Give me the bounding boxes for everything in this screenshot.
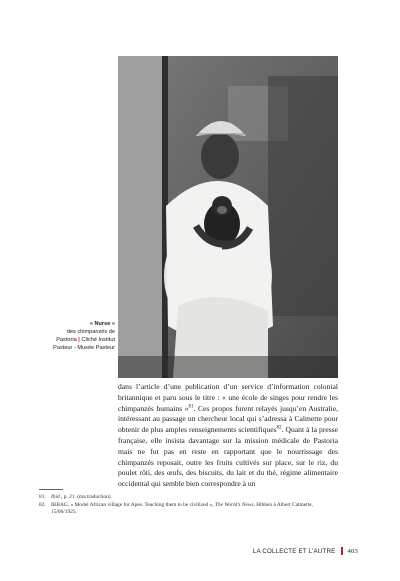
caption-line: Pasteur - Musée Pasteur <box>53 345 115 351</box>
footnote-number: 81. <box>39 494 46 500</box>
footer-separator <box>341 547 343 555</box>
caption-line: des chimpanzés de <box>66 329 115 335</box>
footnote-ref[interactable]: 81 <box>188 404 194 410</box>
body-paragraph: dans l’article d’une publication d’un service d’information colonial britannique et paru sous le titre : « une école de singes pour rendre les chimpanzés humains »$^{81}$. Ces propos furent relayés jusqu’en Australie, intéressant au passage un chercheur local qui s’adressa à Calmette pour obtenir de plus amples renseignements scientifiques$^{82}$. Quant à la presse française, elle insista davantage sur la mission médicale de Pastoria mais ne fut pas en reste en rapportant que le nourrissage des chimpanzés reposait, outre les fruits cultivés sur place, sur le riz, du poulet rôti, des œufs, des biscuits, du lait et du thé, régime alimentaire occidental qui semble bien correspondre à un <box>118 382 339 489</box>
section-title: LA COLLECTE ET L’AUTRE <box>252 547 336 555</box>
footnote-text: Ibid., p. 21. (ma traduction). <box>51 494 112 500</box>
footnote <box>39 502 339 517</box>
page-number: 403 <box>347 547 358 555</box>
footnotes <box>39 494 339 517</box>
footnote <box>39 494 339 502</box>
footnote-divider <box>39 489 63 490</box>
footnote-ref[interactable]: 82 <box>276 425 282 431</box>
nurse-with-chimpanzee-photo <box>118 56 338 378</box>
caption-line: Pastoria | Cliché Institut <box>56 337 115 343</box>
face <box>201 133 239 179</box>
archival-photo <box>118 56 338 378</box>
caption-title: « Nurse » <box>89 321 115 327</box>
photo-caption <box>40 320 115 352</box>
running-footer <box>253 547 358 555</box>
footnote-text: IRBAG, « Model African village for Apes. Teaching them to be civilized », The World’s News, Hibben à Albert Calmette, 15/06/1925. <box>51 501 313 516</box>
footnote-number: 82. <box>39 501 46 508</box>
